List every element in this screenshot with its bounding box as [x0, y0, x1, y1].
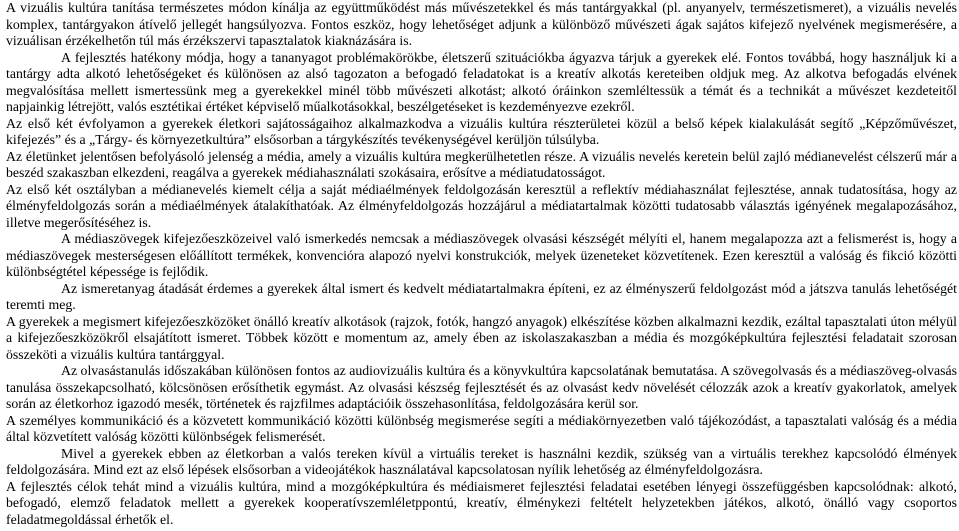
paragraph-7: Az ismeretanyag átadását érdemes a gyerekek által ismert és kedvelt médiatartalmakra építeni, ez az élményszerű feldolgozást mód a játszva tanulás lehetőségét teremti meg.: [6, 280, 957, 312]
paragraph-10: A személyes kommunikáció és a közvetett kommunikáció közötti különbség megismerése segíti a médiakörnyezetben való tájékozódást, a tapasztalati valóság és a média által közvetített valóság közötti különbségek felismerését.: [6, 412, 957, 444]
paragraph-6: A médiaszövegek kifejezőeszközeivel való ismerkedés nemcsak a médiaszövegek olvasási készségét mélyíti el, hanem megalapozza azt a felismerést is, hogy a médiaszövegek mesterségesen előállított termékek, konvencióra alapozó nyelvi konstrukciók, melyek üzeneteket közvetítenek. Ezen keresztül a valóság és fikció közötti különbségtétel képessége is fejlődik.: [6, 231, 957, 279]
paragraph-9: Az olvasástanulás időszakában különösen fontos az audiovizuális kultúra és a könyvkultúra kapcsolatának bemutatása. A szövegolvasás és a médiaszöveg-olvasás tanulása összekapcsolható, kölcsönösen erősíthetik egymást. Az olvasási készség fejlesztését és az olvasást kedv növelését célozzák azok a kreatív gyakorlatok, amelyek során az életkorhoz igazodó mesék, történetek és rajzfilmes adaptációik összehasonlítása, feldolgozására kerül sor.: [6, 363, 957, 411]
paragraph-1: A vizuális kultúra tanítása természetes módon kínálja az együttműködést más művészetekkel és más tantárgyakkal (pl. anyanyelv, természetismeret), a vizuális nevelés komplex, tantárgyakon átívelő jellegét hangsúlyozva. Fontos eszköz, hogy lehetőséget adjunk a különböző művészeti ágak sajátos kifejező nyelvének megismerésére, a vizuálisan érzékelhetőn túl más érzékszervi tapasztalatok kiaknázására is.: [6, 0, 957, 48]
paragraph-4: Az életünket jelentősen befolyásoló jelenség a média, amely a vizuális kultúra megkerülhetetlen része. A vizuális nevelés keretein belül zajló médianevelést célszerű már a beszéd szakaszban elkezdeni, reagálva a gyerekek médiahasználati szokásaira, erősítve a médiatudatosságot.: [6, 148, 957, 180]
paragraph-2: A fejlesztés hatékony módja, hogy a tananyagot problémakörökbe, életszerű szituációkba ágyazva tárjuk a gyerekek elé. Fontos továbbá, hogy használjuk ki a tantárgy adta alkotó lehetőségeket és különösen az alsó tagozaton a befogadó feladatokat is a kreatív alkotás kereteiben oldjuk meg. Az alkotva befogadás elvének megvalósítása mellett ismertessünk meg a gyerekekkel minél több művészeti alkotást; alkotó óráinkon szemléltessük a témát és a technikát a művészet kezdeteitől napjainkig létrejött, valós esztétikai értéket képviselő műalkotásokkal, beszélgetéseket is kezdeményezve ezekről.: [6, 49, 957, 114]
paragraph-5: Az első két osztályban a médianevelés kiemelt célja a saját médiaélmények feldolgozásán keresztül a reflektív médiahasználat fejlesztése, annak tudatosítása, hogy az élményfeldolgozás során a médiaélmények átalakíthatóak. Az élményfeldolgozás hozzájárul a médiatartalmak közötti tudatosabb választás igényének megalapozásához, illetve megerősítéséhez is.: [6, 181, 957, 230]
paragraph-12: A fejlesztés célok tehát mind a vizuális kultúra, mind a mozgóképkultúra és médiaismeret fejlesztési feladatai esetében lényegi összefüggésben kapcsolódnak: alkotó, befogadó, elemző feladatok mellett a gyerekek kooperatívszemléletppontú, kreatív, élménykezi feltételt helyzetekben játékos, alkotó, önálló vagy csoportos feladatmegoldással érhetők el.: [6, 478, 957, 527]
paragraph-8: A gyerekek a megismert kifejezőeszközöket önálló kreatív alkotások (rajzok, fotók, hangzó anyagok) elkészítése közben alkalmazni kezdik, ezáltal tapasztalati úton mélyül a kifejezőeszközökről elsajátított ismeret. Többek között e momentum az, amely ében az iskolaszakaszban a média és mozgóképkultúra fejlesztési feladatait szorosan összeköti a vizuális kultúra tantárggyal.: [6, 313, 957, 362]
paragraph-3: Az első két évfolyamon a gyerekek életkori sajátosságaihoz alkalmazkodva a vizuális kultúra részterületei közül a belső képek kialakulását segítő „Képzőművészet, kifejezés” és a „Tárgy- és környezetkultúra” elsősorban a tárgykészítés tevékenységével kerüljön túlsúlyba.: [6, 115, 957, 147]
paragraph-11: Mivel a gyerekek ebben az életkorban a valós tereken kívül a virtuális tereket is használni kezdik, szükség van a virtuális terekhez kapcsolódó élmények feldolgozására. Mind ezt az első lépések elsősorban a videojátékok használatával kapcsolatosan nyílik lehetőség az élményfeldolgozásra.: [6, 445, 957, 477]
